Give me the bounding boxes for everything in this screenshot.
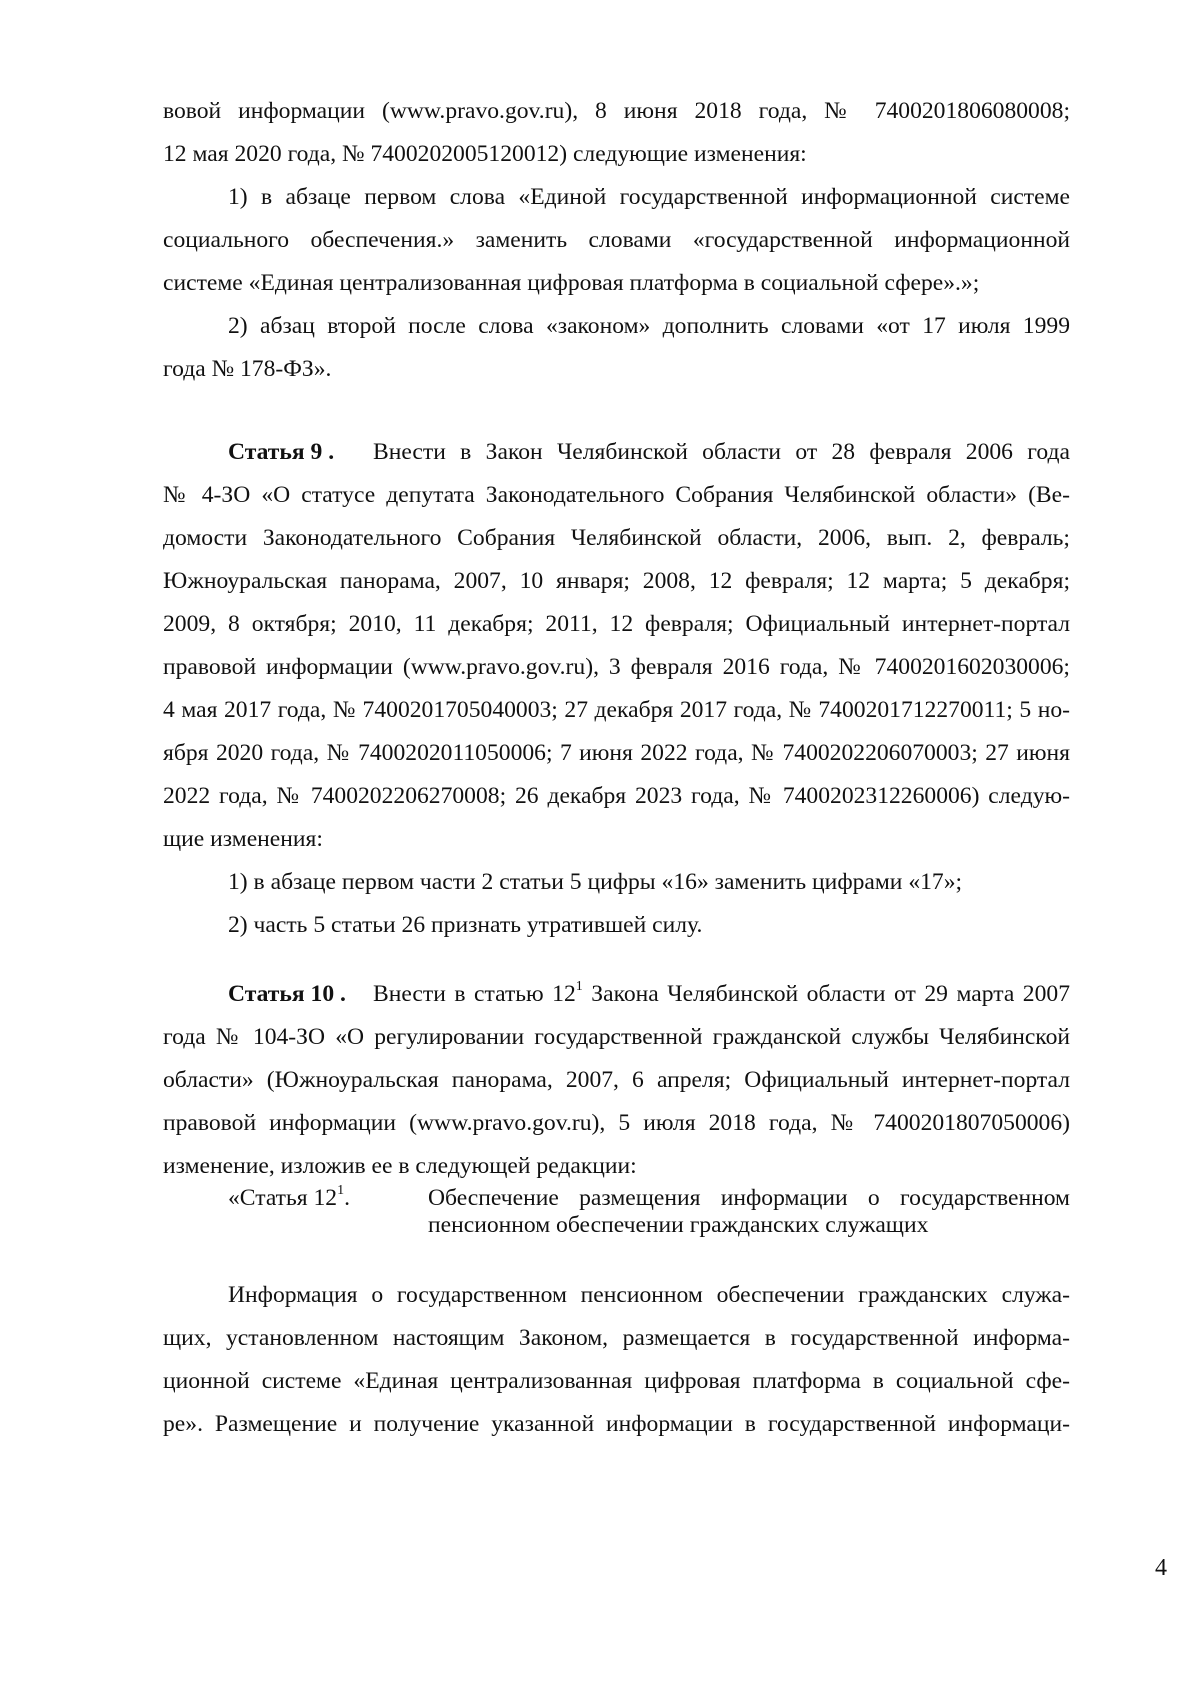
text-line: правовой информации (www.pravo.gov.ru), 5 июля 2018 года, № 7400201807050006) (163, 1110, 1070, 1136)
article-9-heading: Статья 9 . (228, 439, 335, 465)
text-line: № 4-ЗО «О статусе депутата Законодательного Собрания Челябинской области» (Ве- (163, 482, 1070, 508)
text-line: щие изменения: (163, 826, 323, 852)
text-line: 2009, 8 октября; 2010, 11 декабря; 2011, 12 февраля; Официальный интернет-портал (163, 611, 1070, 637)
text-line: Информация о государственном пенсионном обеспечении гражданских служа- (228, 1282, 1070, 1308)
text-line: правовой информации (www.pravo.gov.ru), 3 февраля 2016 года, № 7400201602030006; (163, 654, 1070, 680)
text-line: ционной системе «Единая централизованная цифровая платформа в социальной сфе- (163, 1368, 1070, 1394)
text-line: системе «Единая централизованная цифровая платформа в социальной сфере».»; (163, 270, 980, 296)
text-line: года № 178-ФЗ». (163, 356, 332, 382)
article-12-1-label: «Статья $12^1$. (228, 1183, 351, 1211)
text-line: 2022 года, № 7400202206270008; 26 декабря 2023 года, № 7400202312260006) следую- (163, 783, 1070, 809)
text-line: изменение, изложив ее в следующей редакции: (163, 1153, 637, 1179)
text-line: ября 2020 года, № 7400202011050006; 7 июня 2022 года, № 7400202206070003; 27 июня (163, 740, 1070, 766)
text-line: Южноуральская панорама, 2007, 10 января; 2008, 12 февраля; 12 марта; 5 декабря; (163, 568, 1070, 594)
list-item-text: 1) в абзаце первом части 2 статьи 5 цифры «16» заменить цифрами «17»; (228, 869, 963, 895)
text-line: вовой информации (www.pravo.gov.ru), 8 июня 2018 года, № 7400201806080008; (163, 98, 1070, 124)
text-line: социального обеспечения.» заменить словами «государственной информационной (163, 227, 1070, 253)
article-10-heading: Статья 10 . (228, 981, 346, 1007)
list-item-text: 1) в абзаце первом слова «Единой государственной информационной системе (228, 184, 1070, 210)
text-line: года № 104-ЗО «О регулировании государственной гражданской службы Челябинской (163, 1024, 1070, 1050)
list-item-text: 2) часть 5 статьи 26 признать утратившей силу. (228, 912, 703, 938)
article-12-1-title-line: Обеспечение размещения информации о государственном (428, 1185, 1070, 1211)
text-line: щих, установленном настоящим Законом, размещается в государственной информа- (163, 1325, 1070, 1351)
text-line: 4 мая 2017 года, № 7400201705040003; 27 декабря 2017 года, № 7400201712270011; 5 но- (163, 697, 1070, 723)
text-line: домости Законодательного Собрания Челябинской области, 2006, вып. 2, февраль; (163, 525, 1070, 551)
text-line: области» (Южноуральская панорама, 2007, 6 апреля; Официальный интернет-портал (163, 1067, 1070, 1093)
article-10-text: Внести в статью $12^1$ Закона Челябинской области от 29 марта 2007 (373, 979, 1070, 1007)
list-item-text: 2) абзац второй после слова «законом» дополнить словами «от 17 июля 1999 (228, 313, 1070, 339)
text-line: ре». Размещение и получение указанной информации в государственной информаци- (163, 1411, 1070, 1437)
page-number: 4 (1155, 1555, 1167, 1581)
article-9-text: Внести в Закон Челябинской области от 28 февраля 2006 года (373, 439, 1070, 465)
text-line: 12 мая 2020 года, № 7400202005120012) следующие изменения: (163, 141, 807, 167)
article-12-1-title-line: пенсионном обеспечении гражданских служащих (428, 1212, 929, 1238)
